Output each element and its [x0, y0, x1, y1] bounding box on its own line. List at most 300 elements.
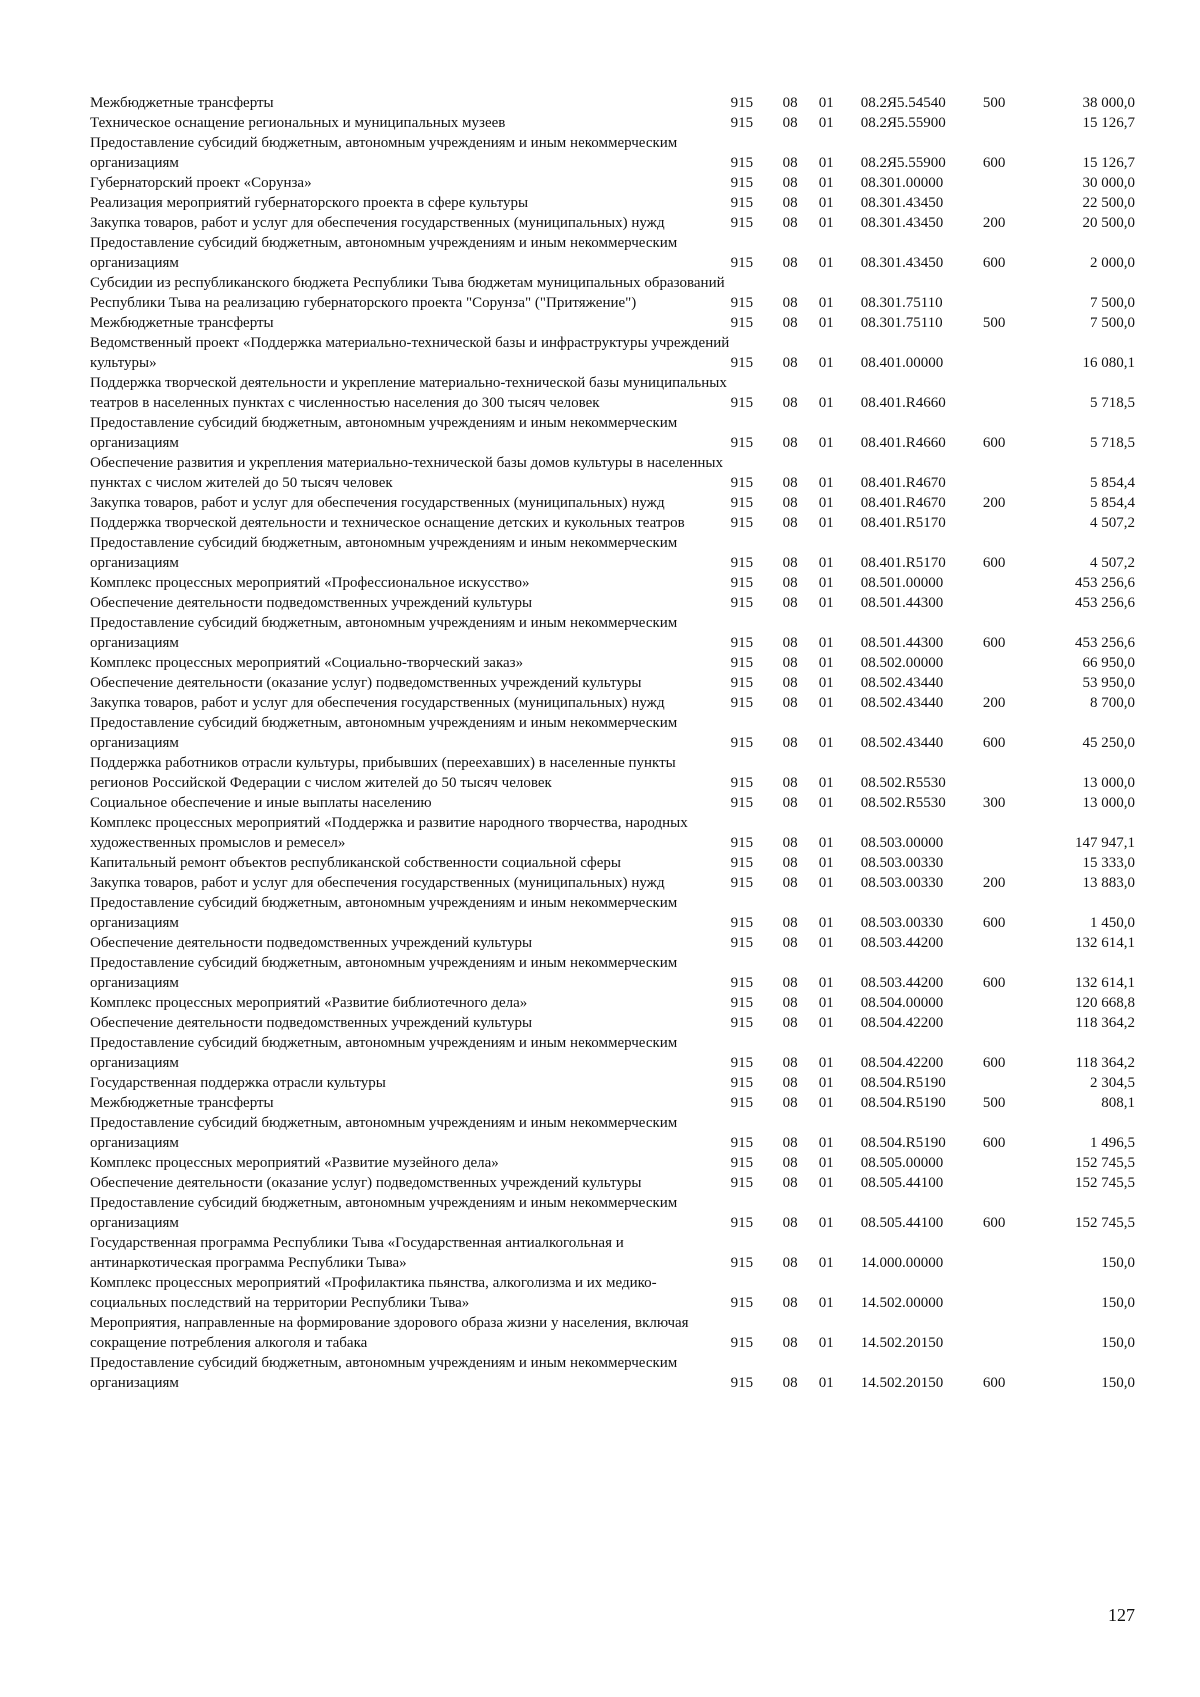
- row-section-code: 08: [782, 1015, 798, 1031]
- row-ved-code: 915: [730, 875, 754, 891]
- row-section-code: 08: [782, 975, 798, 991]
- table-row: [90, 133, 1135, 173]
- table-row: [90, 753, 1135, 793]
- row-name: Комплекс процессных мероприятий «Развитие музейного дела»: [90, 1155, 499, 1171]
- row-amount: 5 718,5: [1090, 395, 1135, 411]
- row-target-article: 08.503.44200: [860, 935, 944, 951]
- row-name: Государственная программа Республики Тыва «Государственная антиалкогольная и антинаркотическая программа Республики Тыва»: [90, 1235, 624, 1271]
- row-ved-code: 915: [730, 855, 754, 871]
- row-expense-type: [983, 1273, 1035, 1313]
- row-target-article: 08.401.00000: [860, 355, 944, 371]
- row-amount: 132 614,1: [1075, 935, 1135, 951]
- row-section-code: 08: [782, 495, 798, 511]
- row-name: Закупка товаров, работ и услуг для обеспечения государственных (муниципальных) нужд: [90, 875, 665, 891]
- row-ved-code: 915: [730, 1155, 754, 1171]
- table-row: [90, 193, 1135, 213]
- row-ved-code: 915: [730, 975, 754, 991]
- row-target-article: 14.000.00000: [860, 1255, 944, 1271]
- table-row: [90, 213, 1135, 233]
- row-ved-code: 915: [730, 995, 754, 1011]
- row-subsection-code: 01: [818, 395, 834, 411]
- row-expense-type: [983, 993, 1035, 1013]
- row-expense-type: 600: [982, 1375, 1006, 1391]
- row-expense-type: 200: [982, 695, 1006, 711]
- row-target-article: 08.301.75110: [860, 315, 943, 331]
- row-ved-code: 915: [730, 435, 754, 451]
- row-name: Предоставление субсидий бюджетным, автономным учреждениям и иным некоммерческим организациям: [90, 235, 678, 271]
- row-amount: 16 080,1: [1082, 355, 1135, 371]
- row-ved-code: 915: [730, 1375, 754, 1391]
- row-section-code: 08: [782, 675, 798, 691]
- row-name: Предоставление субсидий бюджетным, автономным учреждениям и иным некоммерческим организациям: [90, 715, 678, 751]
- row-subsection-code: 01: [818, 855, 834, 871]
- row-expense-type: [983, 593, 1035, 613]
- table-row: [90, 573, 1135, 593]
- row-expense-type: 500: [982, 95, 1006, 111]
- row-subsection-code: 01: [818, 935, 834, 951]
- row-amount: 453 256,6: [1075, 595, 1135, 611]
- row-subsection-code: 01: [818, 795, 834, 811]
- row-subsection-code: 01: [818, 1295, 834, 1311]
- row-target-article: 08.502.R5530: [860, 795, 946, 811]
- row-section-code: 08: [782, 435, 798, 451]
- row-ved-code: 915: [730, 1295, 754, 1311]
- row-expense-type: [983, 113, 1035, 133]
- row-name: Губернаторский проект «Сорунза»: [90, 175, 312, 191]
- row-subsection-code: 01: [818, 655, 834, 671]
- table-row: [90, 933, 1135, 953]
- row-ved-code: 915: [730, 675, 754, 691]
- row-target-article: 14.502.00000: [860, 1295, 944, 1311]
- row-section-code: 08: [782, 695, 798, 711]
- row-section-code: 08: [782, 255, 798, 271]
- row-ved-code: 915: [730, 1335, 754, 1351]
- row-ved-code: 915: [730, 315, 754, 331]
- row-ved-code: 915: [730, 555, 754, 571]
- row-section-code: 08: [782, 395, 798, 411]
- row-name: Закупка товаров, работ и услуг для обеспечения государственных (муниципальных) нужд: [90, 495, 665, 511]
- table-row: [90, 1353, 1135, 1393]
- row-target-article: 08.401.R4670: [860, 475, 946, 491]
- row-name: Поддержка творческой деятельности и техническое оснащение детских и кукольных театров: [90, 515, 685, 531]
- row-amount: 150,0: [1101, 1255, 1135, 1271]
- row-section-code: 08: [782, 1375, 798, 1391]
- row-section-code: 08: [782, 1075, 798, 1091]
- row-expense-type: [983, 1073, 1035, 1093]
- row-ved-code: 915: [730, 915, 754, 931]
- row-ved-code: 915: [730, 835, 754, 851]
- row-amount: 2 304,5: [1090, 1075, 1135, 1091]
- table-row: [90, 1233, 1135, 1273]
- row-name: Обеспечение деятельности подведомственных учреждений культуры: [90, 595, 533, 611]
- row-section-code: 08: [782, 1175, 798, 1191]
- row-section-code: 08: [782, 795, 798, 811]
- row-ved-code: 915: [730, 115, 754, 131]
- table-row: [90, 593, 1135, 613]
- row-ved-code: 915: [730, 255, 754, 271]
- row-target-article: 08.504.00000: [860, 995, 944, 1011]
- row-expense-type: [983, 373, 1035, 413]
- row-amount: 15 333,0: [1082, 855, 1135, 871]
- row-name: Обеспечение деятельности (оказание услуг) подведомственных учреждений культуры: [90, 1175, 642, 1191]
- row-ved-code: 915: [730, 735, 754, 751]
- row-ved-code: 915: [730, 355, 754, 371]
- row-target-article: 08.502.43440: [860, 735, 944, 751]
- row-subsection-code: 01: [818, 115, 834, 131]
- row-subsection-code: 01: [818, 95, 834, 111]
- row-target-article: 08.504.R5190: [860, 1075, 946, 1091]
- row-target-article: 08.2Я5.55900: [860, 115, 946, 131]
- row-amount: 13 000,0: [1082, 795, 1135, 811]
- row-ved-code: 915: [730, 395, 754, 411]
- row-name: Капитальный ремонт объектов республиканской собственности социальной сферы: [90, 855, 621, 871]
- table-row: [90, 1153, 1135, 1173]
- row-section-code: 08: [782, 1055, 798, 1071]
- row-ved-code: 915: [730, 1255, 754, 1271]
- row-amount: 53 950,0: [1082, 675, 1135, 691]
- row-expense-type: [983, 273, 1035, 313]
- row-subsection-code: 01: [818, 295, 834, 311]
- row-expense-type: [983, 813, 1035, 853]
- row-ved-code: 915: [730, 595, 754, 611]
- row-name: Обеспечение деятельности (оказание услуг) подведомственных учреждений культуры: [90, 675, 642, 691]
- row-ved-code: 915: [730, 1175, 754, 1191]
- row-target-article: 08.504.R5190: [860, 1135, 946, 1151]
- table-row: [90, 1313, 1135, 1353]
- row-target-article: 08.505.44100: [860, 1175, 944, 1191]
- row-target-article: 08.503.00330: [860, 875, 944, 891]
- row-ved-code: 915: [730, 515, 754, 531]
- row-ved-code: 915: [730, 1215, 754, 1231]
- row-target-article: 08.504.R5190: [860, 1095, 946, 1111]
- row-target-article: 14.502.20150: [860, 1375, 944, 1391]
- row-name: Предоставление субсидий бюджетным, автономным учреждениям и иным некоммерческим организациям: [90, 895, 678, 931]
- row-subsection-code: 01: [818, 915, 834, 931]
- row-name: Техническое оснащение региональных и муниципальных музеев: [90, 115, 506, 131]
- row-amount: 4 507,2: [1090, 515, 1135, 531]
- row-section-code: 08: [782, 875, 798, 891]
- table-row: [90, 273, 1135, 313]
- row-section-code: 08: [782, 775, 798, 791]
- row-amount: 2 000,0: [1090, 255, 1135, 271]
- row-amount: 45 250,0: [1082, 735, 1135, 751]
- row-expense-type: 200: [982, 495, 1006, 511]
- row-section-code: 08: [782, 1135, 798, 1151]
- row-section-code: 08: [782, 355, 798, 371]
- row-target-article: 08.301.43450: [860, 195, 944, 211]
- row-expense-type: [983, 513, 1035, 533]
- table-row: [90, 693, 1135, 713]
- row-target-article: 08.505.00000: [860, 1155, 944, 1171]
- row-name: Предоставление субсидий бюджетным, автономным учреждениям и иным некоммерческим организациям: [90, 955, 678, 991]
- row-section-code: 08: [782, 95, 798, 111]
- row-amount: 150,0: [1101, 1335, 1135, 1351]
- row-subsection-code: 01: [818, 175, 834, 191]
- table-row: [90, 953, 1135, 993]
- row-target-article: 08.503.00000: [860, 835, 944, 851]
- table-row: [90, 673, 1135, 693]
- row-amount: 5 718,5: [1090, 435, 1135, 451]
- row-section-code: 08: [782, 995, 798, 1011]
- budget-table: [90, 93, 1135, 1393]
- table-row: [90, 1093, 1135, 1113]
- row-subsection-code: 01: [818, 875, 834, 891]
- row-expense-type: [983, 333, 1035, 373]
- row-expense-type: [983, 753, 1035, 793]
- table-row: [90, 1193, 1135, 1233]
- row-ved-code: 915: [730, 635, 754, 651]
- table-row: [90, 493, 1135, 513]
- row-name: Обеспечение развития и укрепления материально-технической базы домов культуры в населенных пунктах с числом жителей до 50 тысяч человек: [90, 455, 723, 491]
- row-expense-type: [983, 193, 1035, 213]
- row-name: Комплекс процессных мероприятий «Поддержка и развитие народного творчества, народных художественных промыслов и ремесел»: [90, 815, 688, 851]
- row-amount: 4 507,2: [1090, 555, 1135, 571]
- table-row: [90, 1073, 1135, 1093]
- row-expense-type: [983, 933, 1035, 953]
- table-row: [90, 373, 1135, 413]
- row-target-article: 08.505.44100: [860, 1215, 944, 1231]
- row-name: Межбюджетные трансферты: [90, 315, 274, 331]
- table-row: [90, 713, 1135, 753]
- budget-table-body: [90, 93, 1135, 1393]
- row-target-article: 08.301.43450: [860, 255, 944, 271]
- row-section-code: 08: [782, 595, 798, 611]
- row-section-code: 08: [782, 635, 798, 651]
- row-name: Межбюджетные трансферты: [90, 1095, 274, 1111]
- table-row: [90, 413, 1135, 453]
- row-subsection-code: 01: [818, 1375, 834, 1391]
- row-subsection-code: 01: [818, 515, 834, 531]
- table-row: [90, 453, 1135, 493]
- row-name: Обеспечение деятельности подведомственных учреждений культуры: [90, 1015, 533, 1031]
- row-amount: 7 500,0: [1090, 315, 1135, 331]
- row-target-article: 08.501.44300: [860, 635, 944, 651]
- row-target-article: 08.504.42200: [860, 1055, 944, 1071]
- row-name: Социальное обеспечение и иные выплаты населению: [90, 795, 432, 811]
- row-subsection-code: 01: [818, 775, 834, 791]
- row-name: Мероприятия, направленные на формирование здорового образа жизни у населения, включая сокращение потребления алкоголя и табака: [90, 1315, 689, 1351]
- row-amount: 1 450,0: [1090, 915, 1135, 931]
- row-amount: 66 950,0: [1082, 655, 1135, 671]
- row-ved-code: 915: [730, 695, 754, 711]
- row-expense-type: 600: [982, 975, 1006, 991]
- row-subsection-code: 01: [818, 1255, 834, 1271]
- row-section-code: 08: [782, 915, 798, 931]
- row-amount: 5 854,4: [1090, 495, 1135, 511]
- row-amount: 7 500,0: [1090, 295, 1135, 311]
- row-ved-code: 915: [730, 475, 754, 491]
- row-expense-type: [983, 453, 1035, 493]
- row-subsection-code: 01: [818, 1335, 834, 1351]
- row-target-article: 08.501.00000: [860, 575, 944, 591]
- row-expense-type: 600: [982, 1135, 1006, 1151]
- row-ved-code: 915: [730, 195, 754, 211]
- row-subsection-code: 01: [818, 735, 834, 751]
- row-target-article: 08.502.R5530: [860, 775, 946, 791]
- row-ved-code: 915: [730, 795, 754, 811]
- row-expense-type: 500: [982, 1095, 1006, 1111]
- row-section-code: 08: [782, 1095, 798, 1111]
- row-ved-code: 915: [730, 775, 754, 791]
- row-subsection-code: 01: [818, 1015, 834, 1031]
- row-expense-type: [983, 1173, 1035, 1193]
- row-ved-code: 915: [730, 495, 754, 511]
- row-expense-type: 600: [982, 1215, 1006, 1231]
- row-subsection-code: 01: [818, 1175, 834, 1191]
- row-name: Комплекс процессных мероприятий «Развитие библиотечного дела»: [90, 995, 528, 1011]
- row-subsection-code: 01: [818, 195, 834, 211]
- row-target-article: 08.301.43450: [860, 215, 944, 231]
- row-section-code: 08: [782, 935, 798, 951]
- row-subsection-code: 01: [818, 255, 834, 271]
- row-amount: 20 500,0: [1082, 215, 1135, 231]
- row-subsection-code: 01: [818, 495, 834, 511]
- row-target-article: 08.301.75110: [860, 295, 943, 311]
- row-amount: 38 000,0: [1082, 95, 1135, 111]
- row-subsection-code: 01: [818, 575, 834, 591]
- row-expense-type: [983, 673, 1035, 693]
- row-name: Комплекс процессных мероприятий «Профессиональное искусство»: [90, 575, 530, 591]
- row-subsection-code: 01: [818, 355, 834, 371]
- row-ved-code: 915: [730, 1095, 754, 1111]
- row-target-article: 08.503.00330: [860, 915, 944, 931]
- row-target-article: 08.503.44200: [860, 975, 944, 991]
- row-target-article: 08.502.00000: [860, 655, 944, 671]
- row-amount: 152 745,5: [1075, 1215, 1135, 1231]
- row-target-article: 08.401.R5170: [860, 515, 946, 531]
- row-subsection-code: 01: [818, 595, 834, 611]
- row-subsection-code: 01: [818, 835, 834, 851]
- page-number: 127: [1108, 1605, 1135, 1625]
- row-expense-type: [983, 1313, 1035, 1353]
- row-amount: 13 000,0: [1082, 775, 1135, 791]
- row-ved-code: 915: [730, 1135, 754, 1151]
- row-expense-type: 300: [982, 795, 1006, 811]
- row-section-code: 08: [782, 655, 798, 671]
- row-expense-type: [983, 1233, 1035, 1273]
- row-target-article: 08.2Я5.55900: [860, 155, 946, 171]
- row-section-code: 08: [782, 515, 798, 531]
- row-expense-type: 600: [982, 255, 1006, 271]
- row-amount: 22 500,0: [1082, 195, 1135, 211]
- row-expense-type: 600: [982, 155, 1006, 171]
- row-amount: 15 126,7: [1082, 155, 1135, 171]
- row-name: Предоставление субсидий бюджетным, автономным учреждениям и иным некоммерческим организациям: [90, 1115, 678, 1151]
- row-amount: 453 256,6: [1075, 635, 1135, 651]
- row-name: Субсидии из республиканского бюджета Республики Тыва бюджетам муниципальных образований Республики Тыва на реализацию губернаторского проекта "Сорунза" ("Притяжение"): [90, 275, 725, 311]
- row-amount: 118 364,2: [1075, 1055, 1135, 1071]
- row-amount: 453 256,6: [1075, 575, 1135, 591]
- row-amount: 15 126,7: [1082, 115, 1135, 131]
- row-ved-code: 915: [730, 215, 754, 231]
- row-section-code: 08: [782, 215, 798, 231]
- row-name: Комплекс процессных мероприятий «Профилактика пьянства, алкоголизма и их медико-социальных последствий на территории Республики Тыва»: [90, 1275, 657, 1311]
- row-subsection-code: 01: [818, 675, 834, 691]
- row-name: Закупка товаров, работ и услуг для обеспечения государственных (муниципальных) нужд: [90, 695, 665, 711]
- row-name: Реализация мероприятий губернаторского проекта в сфере культуры: [90, 195, 529, 211]
- table-row: [90, 93, 1135, 113]
- row-amount: 150,0: [1101, 1295, 1135, 1311]
- row-target-article: 08.401.R4660: [860, 395, 946, 411]
- row-expense-type: [983, 1013, 1035, 1033]
- row-section-code: 08: [782, 735, 798, 751]
- row-section-code: 08: [782, 155, 798, 171]
- table-row: [90, 333, 1135, 373]
- row-name: Предоставление субсидий бюджетным, автономным учреждениям и иным некоммерческим организациям: [90, 1035, 678, 1071]
- row-expense-type: [983, 173, 1035, 193]
- row-amount: 118 364,2: [1075, 1015, 1135, 1031]
- row-name: Государственная поддержка отрасли культуры: [90, 1075, 386, 1091]
- table-row: [90, 233, 1135, 273]
- row-section-code: 08: [782, 555, 798, 571]
- row-amount: 13 883,0: [1082, 875, 1135, 891]
- row-subsection-code: 01: [818, 555, 834, 571]
- table-row: [90, 653, 1135, 673]
- row-expense-type: [983, 573, 1035, 593]
- row-section-code: 08: [782, 315, 798, 331]
- row-subsection-code: 01: [818, 155, 834, 171]
- row-expense-type: 600: [982, 735, 1006, 751]
- row-subsection-code: 01: [818, 695, 834, 711]
- row-amount: 152 745,5: [1075, 1155, 1135, 1171]
- row-subsection-code: 01: [818, 1055, 834, 1071]
- row-name: Обеспечение деятельности подведомственных учреждений культуры: [90, 935, 533, 951]
- table-row: [90, 173, 1135, 193]
- row-amount: 5 854,4: [1090, 475, 1135, 491]
- row-subsection-code: 01: [818, 1135, 834, 1151]
- row-expense-type: 500: [982, 315, 1006, 331]
- row-name: Предоставление субсидий бюджетным, автономным учреждениям и иным некоммерческим организациям: [90, 1195, 678, 1231]
- row-name: Поддержка творческой деятельности и укрепление материально-технической базы муниципальных театров в населенных пунктах с численностью населения до 300 тысяч человек: [90, 375, 727, 411]
- row-subsection-code: 01: [818, 1155, 834, 1171]
- row-section-code: 08: [782, 475, 798, 491]
- row-expense-type: 600: [982, 915, 1006, 931]
- row-subsection-code: 01: [818, 975, 834, 991]
- row-expense-type: 600: [982, 435, 1006, 451]
- row-target-article: 08.504.42200: [860, 1015, 944, 1031]
- table-row: [90, 1273, 1135, 1313]
- table-row: [90, 1173, 1135, 1193]
- row-expense-type: [983, 853, 1035, 873]
- row-subsection-code: 01: [818, 315, 834, 331]
- table-row: [90, 873, 1135, 893]
- row-amount: 120 668,8: [1075, 995, 1135, 1011]
- row-ved-code: 915: [730, 655, 754, 671]
- row-ved-code: 915: [730, 1015, 754, 1031]
- row-subsection-code: 01: [818, 995, 834, 1011]
- row-ved-code: 915: [730, 935, 754, 951]
- table-row: [90, 313, 1135, 333]
- row-ved-code: 915: [730, 1075, 754, 1091]
- row-target-article: 14.502.20150: [860, 1335, 944, 1351]
- row-target-article: 08.2Я5.54540: [860, 95, 946, 111]
- row-amount: 150,0: [1101, 1375, 1135, 1391]
- table-row: [90, 993, 1135, 1013]
- table-row: [90, 1033, 1135, 1073]
- table-row: [90, 513, 1135, 533]
- row-section-code: 08: [782, 295, 798, 311]
- row-target-article: 08.502.43440: [860, 695, 944, 711]
- row-expense-type: 600: [982, 555, 1006, 571]
- row-subsection-code: 01: [818, 1095, 834, 1111]
- row-amount: 147 947,1: [1075, 835, 1135, 851]
- row-section-code: 08: [782, 1335, 798, 1351]
- row-section-code: 08: [782, 195, 798, 211]
- row-target-article: 08.502.43440: [860, 675, 944, 691]
- row-target-article: 08.401.R4670: [860, 495, 946, 511]
- row-target-article: 08.401.R5170: [860, 555, 946, 571]
- table-row: [90, 113, 1135, 133]
